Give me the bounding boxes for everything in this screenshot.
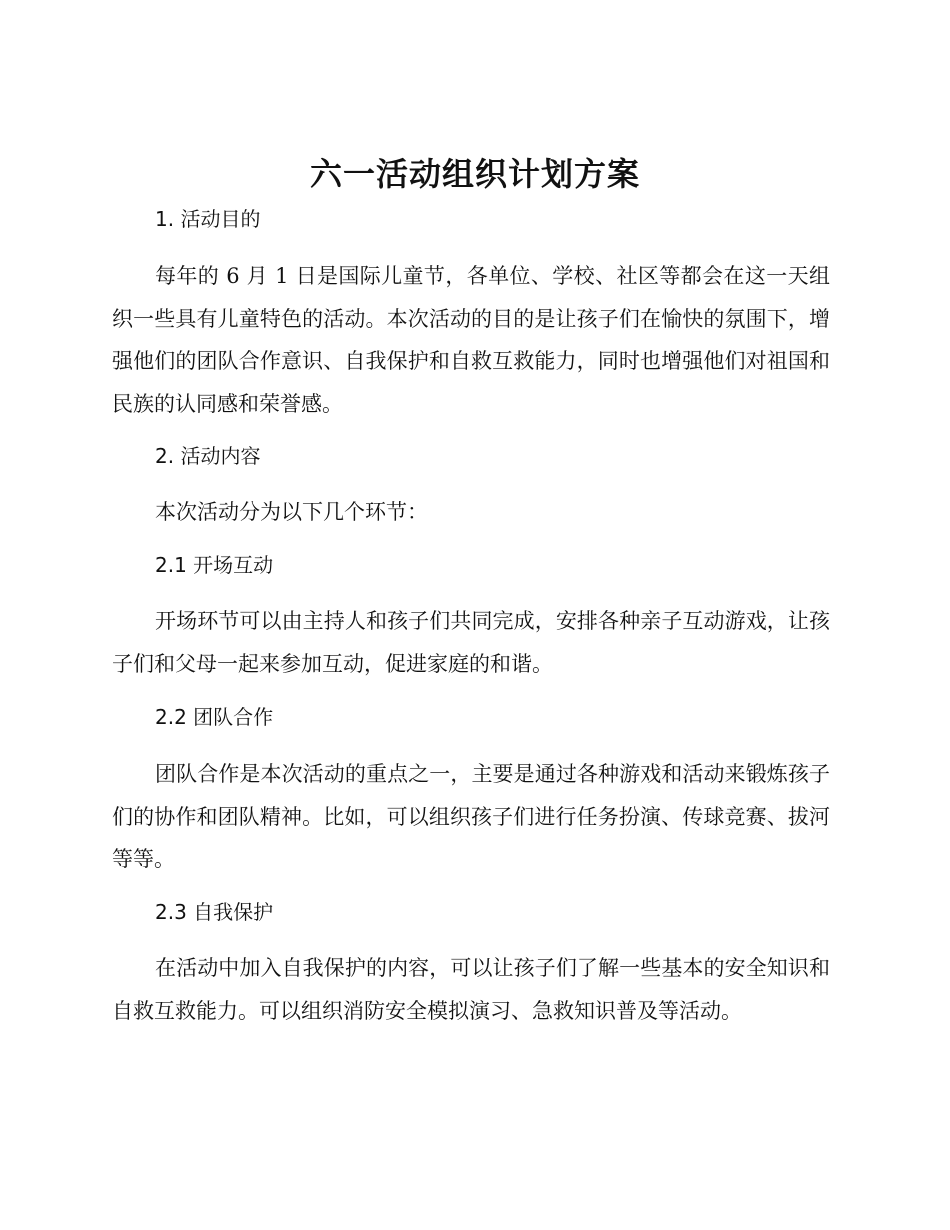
section-heading-purpose: 1. 活动目的 [155, 207, 261, 231]
paragraph-self-protection: 在活动中加入自我保护的内容，可以让孩子们了解一些基本的安全知识和自救互救能力。可以组织消防安全模拟演习、急救知识普及等活动。 [112, 956, 830, 1023]
paragraph-purpose: 每年的 6 月 1 日是国际儿童节，各单位、学校、社区等都会在这一天组织一些具有儿童特色的活动。本次活动的目的是让孩子们在愉快的氛围下，增强他们的团队合作意识、自我保护和自救互救能力，同时也增强他们对祖国和民族的认同感和荣誉感。 [112, 264, 830, 416]
paragraph-opening: 开场环节可以由主持人和孩子们共同完成，安排各种亲子互动游戏，让孩子们和父母一起来参加互动，促进家庭的和谐。 [112, 609, 830, 676]
section-heading-opening: 2.1 开场互动 [155, 553, 274, 577]
section-heading-teamwork: 2.2 团队合作 [155, 705, 274, 729]
paragraph-teamwork: 团队合作是本次活动的重点之一，主要是通过各种游戏和活动来锻炼孩子们的协作和团队精神。比如，可以组织孩子们进行任务扮演、传球竞赛、拔河等等。 [112, 762, 830, 871]
section-heading-self-protection: 2.3 自我保护 [155, 900, 274, 924]
document-title: 六一活动组织计划方案 [309, 155, 640, 193]
paragraph-content-intro: 本次活动分为以下几个环节： [155, 500, 428, 524]
section-heading-content: 2. 活动内容 [155, 444, 261, 468]
